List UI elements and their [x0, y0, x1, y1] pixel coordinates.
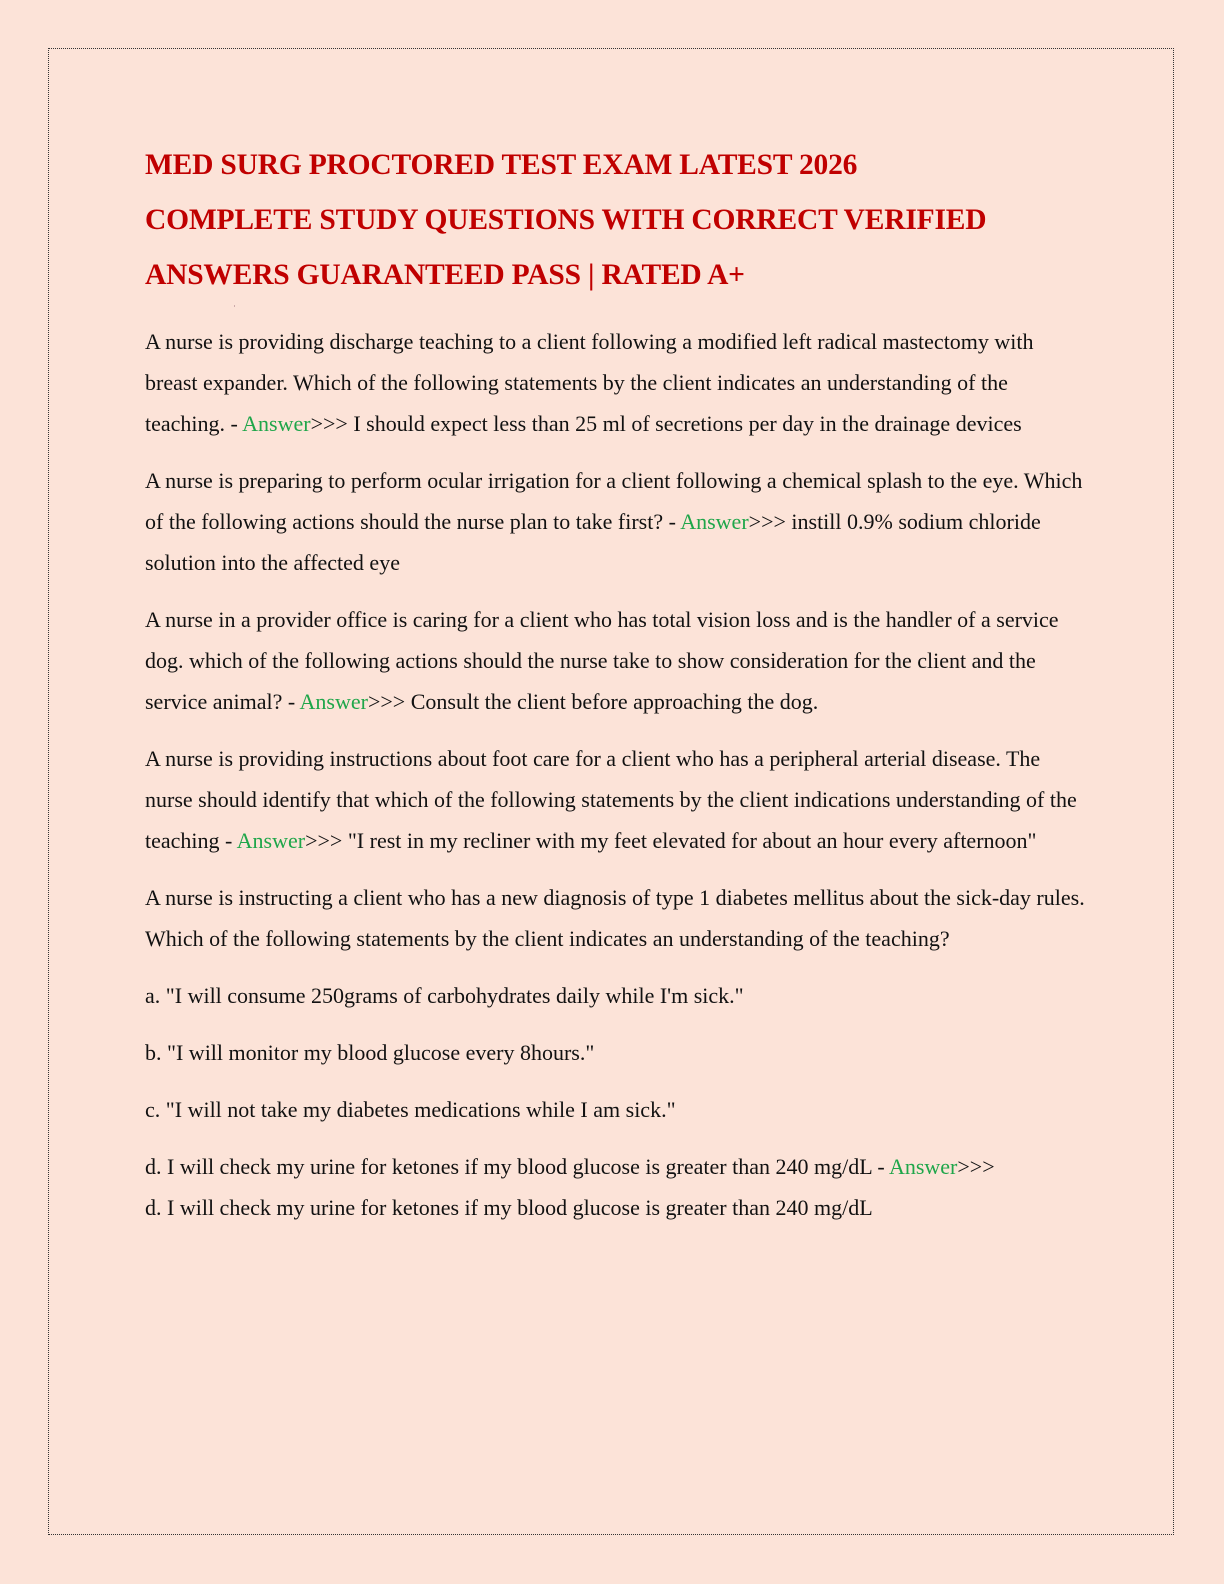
- question-4: [145, 738, 1085, 861]
- answer-marker: >>>: [367, 689, 406, 714]
- question-5-option-a: a. "I will consume 250grams of carbohydrates daily while I'm sick.": [145, 983, 744, 1008]
- title-line-2: COMPLETE STUDY QUESTIONS WITH CORRECT VERIFIED: [145, 204, 987, 236]
- question-1: [145, 321, 1085, 444]
- answer-label: Answer: [680, 509, 749, 534]
- answer-text: I should expect less than 25 ml of secretions per day in the drainage devices: [347, 411, 1022, 436]
- question-5-option-d: [145, 1146, 1085, 1228]
- question-5-intro: A nurse is instructing a client who has a new diagnosis of type 1 diabetes mellitus about the sick-day rules. Which of the following statements by the client indicates an understanding of the teaching?: [145, 885, 1085, 951]
- title-line-1: MED SURG PROCTORED TEST EXAM LATEST 2026: [145, 149, 858, 181]
- answer-text: d. I will check my urine for ketones if my blood glucose is greater than 240 mg/dL: [145, 1195, 873, 1220]
- question-text: A nurse is providing discharge teaching to a client following a modified left radical mastectomy with breast expander. Which of the following statements by the client indicates an understanding of the teaching. -: [145, 329, 1034, 436]
- question-5-option-c: c. "I will not take my diabetes medications while I am sick.": [145, 1097, 676, 1122]
- title-line-3: ANSWERS GUARANTEED PASS | RATED A+: [145, 259, 745, 291]
- question-text: A nurse is preparing to perform ocular irrigation for a client following a chemical splash to the eye. Which of the following actions should the nurse plan to take first? -: [145, 468, 1083, 534]
- answer-marker: >>>: [310, 411, 348, 436]
- document-title: [145, 138, 1085, 303]
- answer-marker: >>>: [748, 509, 786, 534]
- answer-marker: >>>: [305, 828, 343, 853]
- answer-label: Answer: [299, 689, 368, 714]
- answer-marker: >>>: [957, 1154, 995, 1179]
- answer-label: Answer: [888, 1154, 958, 1179]
- question-text: A nurse in a provider office is caring for a client who has total vision loss and is the handler of a service dog. which of the following actions should the nurse take to show consideration for the client and the service animal? -: [145, 607, 1059, 714]
- question-text: A nurse is providing instructions about foot care for a client who has a peripheral arterial disease. The nurse should identify that which of the following statements by the client indications understanding of the teaching -: [145, 746, 1077, 853]
- question-3: [145, 599, 1085, 722]
- question-2: [145, 460, 1085, 583]
- document-body: [145, 138, 1085, 1228]
- option-d-text: d. I will check my urine for ketones if my blood glucose is greater than 240 mg/dL -: [145, 1154, 889, 1179]
- answer-text: Consult the client before approaching the dog.: [405, 689, 819, 714]
- question-5-option-b: b. "I will monitor my blood glucose every 8hours.": [145, 1040, 595, 1065]
- answer-text: instill 0.9% sodium chloride solution into the affected eye: [145, 509, 1041, 575]
- answer-label: Answer: [236, 828, 306, 853]
- answer-label: Answer: [242, 411, 311, 436]
- answer-text: "I rest in my recliner with my feet elevated for about an hour every afternoon": [342, 828, 1037, 853]
